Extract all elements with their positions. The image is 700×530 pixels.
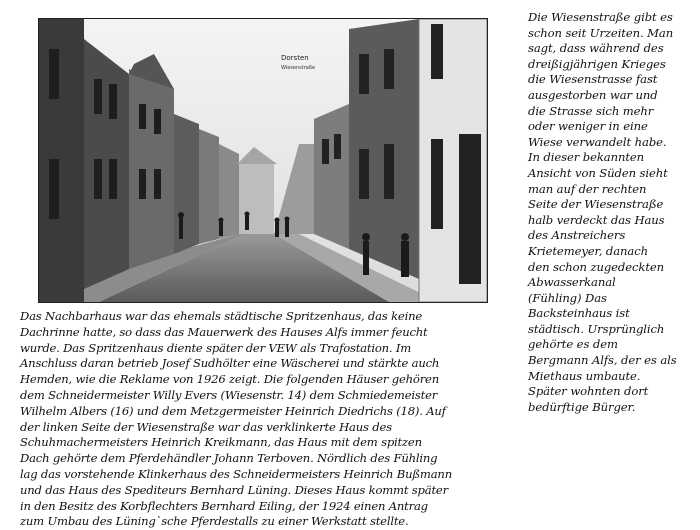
photo-caption-title: Dorsten bbox=[281, 54, 309, 62]
street-scene-illustration bbox=[39, 19, 487, 302]
bottom-description-text: Das Nachbarhaus war das ehemals städtische Spritzenhaus, das keine Dachrinne hatte, so dass das Mauerwerk des Hauses Alfs immer feucht wurde. Das Spritzenhaus diente später der VEW als Trafostation. Im Anschluss daran betrieb Josef Sudhölter eine Wäscherei und stärkte auch Hemden, wie die Reklame von 1926 zeigt. Die folgenden Häuser gehören dem Schneidermeister Willy Evers (Wiesenstr. 14) dem Schmiedemeister Wilhelm Albers (16) und dem Metzgermeister Heinrich Diedrichs (18). Auf der linken Seite der Wiesenstraße war das verklinkerte Haus des Schuhmachermeisters Heinrich Kreikmann, das Haus mit dem spitzen Dach gehörte dem Pferdehändler Johann Terboven. Nördlich des Fühling lag das vorstehende Klinkerhaus des Schneidermeisters Heinrich Bußmann und das Haus des Spediteurs Bernhard Lüning. Dieses Haus kommt später in den Besitz des Korbflechters Bernhard Eiling, der 1924 einen Antrag zum Umbau des Lüning`sche Pferdestalls zu einer Werkstatt stellte. bbox=[20, 309, 452, 529]
street-photo bbox=[38, 18, 488, 303]
side-description-text: Die Wiesenstraße gibt es schon seit Urzeiten. Man sagt, dass während des dreißigjährigen Krieges die Wiesenstrasse fast ausgestorben war und die Strasse sich mehr oder weniger in eine Wiese verwandelt habe. In dieser bekannten Ansicht von Süden sieht man auf der rechten Seite der Wiesenstraße halb verdeckt das Haus des Anstreichers Krietemeyer, danach den schon zugedeckten Abwasserkanal (Fühling) Das Backsteinhaus ist städtisch. Ursprünglich gehörte es dem Bergmann Alfs, der es als Miethaus umbaute. Später wohnten dort bedürftige Bürger. bbox=[528, 10, 677, 414]
photo-caption-subtitle: Wiesenstraße bbox=[281, 65, 316, 71]
